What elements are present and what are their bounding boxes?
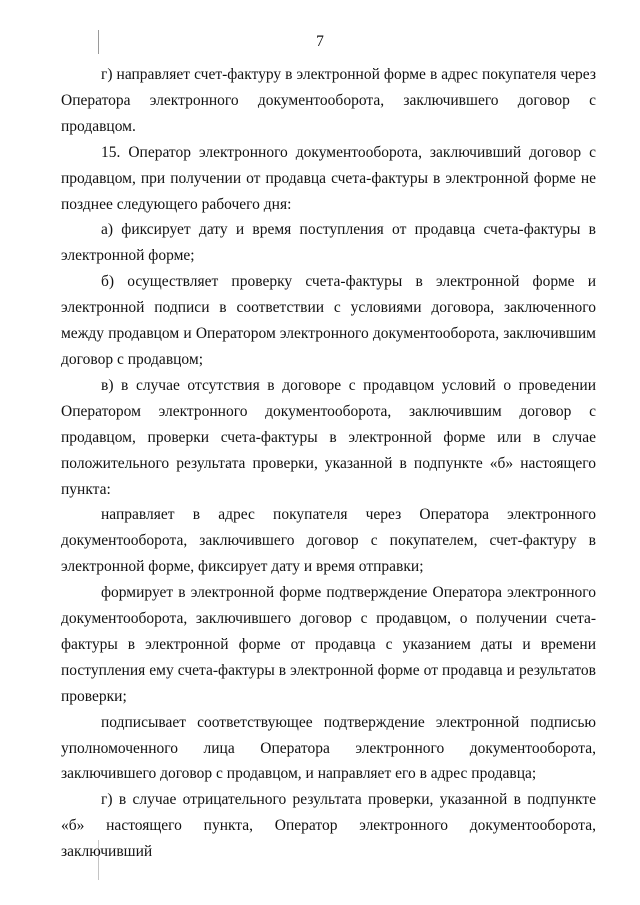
paragraph-form-confirmation: формирует в электронной форме подтверждение Оператора электронного документооборота, заключившего договор с продавцом, о получении счета-фактуры в электронной форме от продавца с указанием даты и времени поступления ему счета-фактуры в электронной форме от продавца и результатов проверки;	[61, 584, 596, 705]
paragraph-g-negative-result: г) в случае отрицательного результата проверки, указанной в подпункте «б» настоящего пункта, Оператор электронного документооборота, заключивший	[61, 791, 596, 861]
paragraph-a-record-date: а) фиксирует дату и время поступления от продавца счета-фактуры в электронной форме;	[61, 221, 596, 265]
document-body	[61, 62, 596, 865]
paragraph-4g-forward-invoice: г) направляет счет-фактуру в электронной форме в адрес покупателя через Оператора электронного документооборота, заключившего договор с продавцом.	[61, 66, 596, 135]
paragraph-15-operator-duties: 15. Оператор электронного документооборота, заключивший договор с продавцом, при получении от продавца счета-фактуры в электронной форме не позднее следующего рабочего дня:	[61, 143, 596, 213]
paragraph-sign-confirmation: подписывает соответствующее подтверждение электронной подписью уполномоченного лица Оператора электронного документооборота, заключившего договор с продавцом, и направляет его в адрес продавца;	[61, 713, 596, 783]
page-number: 7	[316, 33, 324, 50]
paragraph-b-verify-invoice: б) осуществляет проверку счета-фактуры в электронной форме и электронной подписи в соответствии с условиями договора, заключенного между продавцом и Оператором электронного документооборота, заключившим договор с продавцом;	[61, 273, 596, 368]
paragraph-send-to-buyer: направляет в адрес покупателя через Оператора электронного документооборота, заключившего договор с покупателем, счет-фактуру в электронной форме, фиксирует дату и время отправки;	[61, 506, 596, 576]
paragraph-v-no-verification: в) в случае отсутствия в договоре с продавцом условий о проведении Оператором электронного документооборота, заключившим договор с продавцом, проверки счета-фактуры в электронной форме или в случае положительного результата проверки, указанной в подпункте «б» настоящего пункта:	[61, 376, 596, 498]
